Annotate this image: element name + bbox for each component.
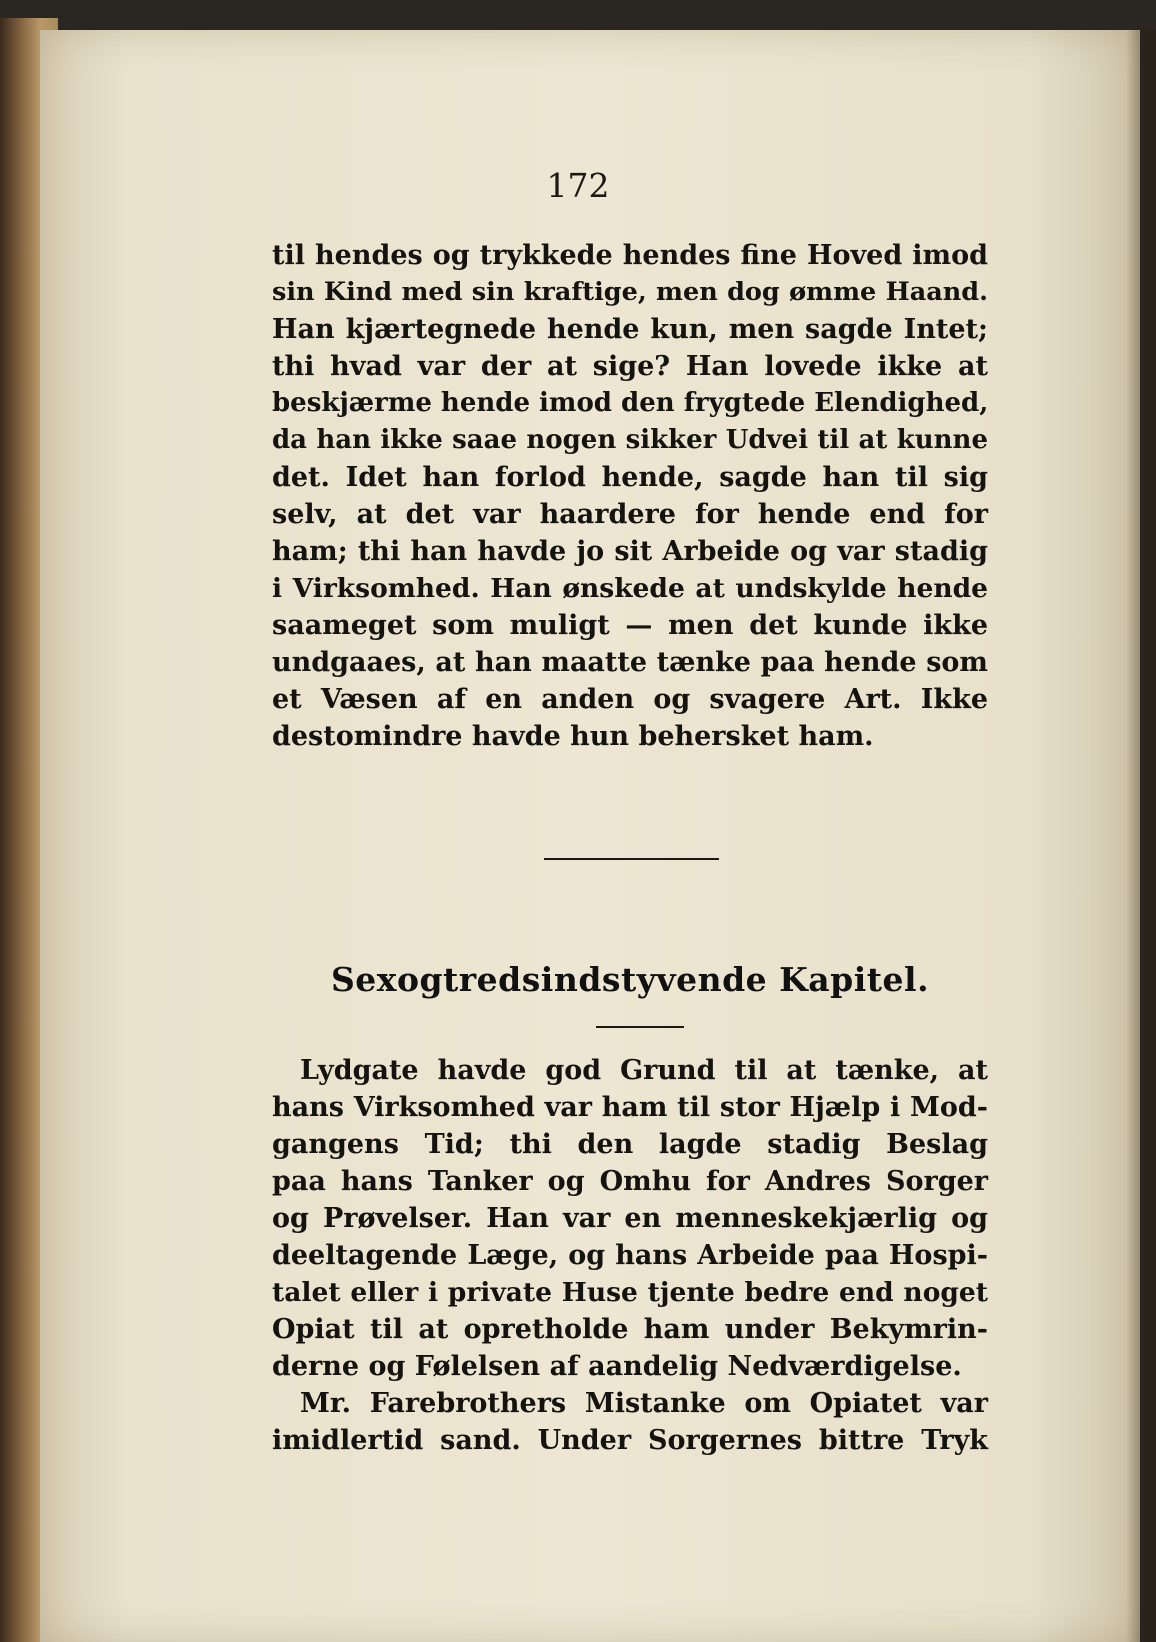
text-line: Mr. Farebrothers Mistanke om Opiatet var bbox=[300, 1388, 988, 1419]
text-line: til hendes og trykkede hendes fine Hoved imod bbox=[272, 240, 988, 271]
text-line: undgaaes, at han maatte tænke paa hende som bbox=[272, 647, 988, 678]
text-line: et Væsen af en anden og svagere Art. Ikke bbox=[272, 684, 988, 715]
page-number: 172 bbox=[546, 166, 610, 205]
text-line: gangens Tid; thi den lagde stadig Beslag bbox=[272, 1129, 988, 1160]
gutter-shadow bbox=[1126, 30, 1156, 1642]
title-underline bbox=[596, 1026, 684, 1028]
text-line: Opiat til at opretholde ham under Bekymrin- bbox=[272, 1314, 988, 1345]
text-line: beskjærme hende imod den frygtede Elendighed, bbox=[272, 388, 989, 418]
text-line: ham; thi han havde jo sit Arbeide og var stadig bbox=[272, 536, 988, 567]
text-line: Lydgate havde god Grund til at tænke, at bbox=[300, 1055, 988, 1086]
text-line: hans Virksomhed var ham til stor Hjælp i Mod- bbox=[272, 1092, 988, 1123]
chapter-title: Sexogtredsindstyvende Kapitel. bbox=[330, 960, 930, 999]
paragraph-2 bbox=[272, 1052, 988, 1459]
text-line: deeltagende Læge, og hans Arbeide paa Hospi- bbox=[272, 1240, 988, 1271]
text-line: destomindre havde hun behersket ham. bbox=[272, 721, 874, 752]
text-line: i Virksomhed. Han ønskede at undskylde hende bbox=[272, 573, 988, 604]
text-line: derne og Følelsen af aandelig Nedværdigelse. bbox=[272, 1351, 962, 1382]
text-line: Han kjærtegnede hende kun, men sagde Intet; bbox=[272, 314, 988, 345]
paragraph-1 bbox=[272, 237, 988, 755]
text-line: thi hvad var der at sige? Han lovede ikke at bbox=[272, 351, 988, 382]
text-line: sin Kind med sin kraftige, men dog ømme Haand. bbox=[272, 277, 988, 307]
section-divider bbox=[544, 858, 719, 860]
text-line: paa hans Tanker og Omhu for Andres Sorger bbox=[272, 1166, 988, 1197]
text-line: selv, at det var haardere for hende end for bbox=[272, 499, 988, 530]
text-line: talet eller i private Huse tjente bedre end noget bbox=[272, 1277, 988, 1308]
text-line: og Prøvelser. Han var en menneskekjærlig og bbox=[272, 1203, 988, 1234]
text-line: saameget som muligt — men det kunde ikke bbox=[272, 610, 988, 641]
text-line: imidlertid sand. Under Sorgernes bittre Tryk bbox=[272, 1425, 988, 1456]
text-line: da han ikke saae nogen sikker Udvei til at kunne bbox=[272, 425, 988, 455]
text-line: det. Idet han forlod hende, sagde han til sig bbox=[272, 462, 988, 493]
